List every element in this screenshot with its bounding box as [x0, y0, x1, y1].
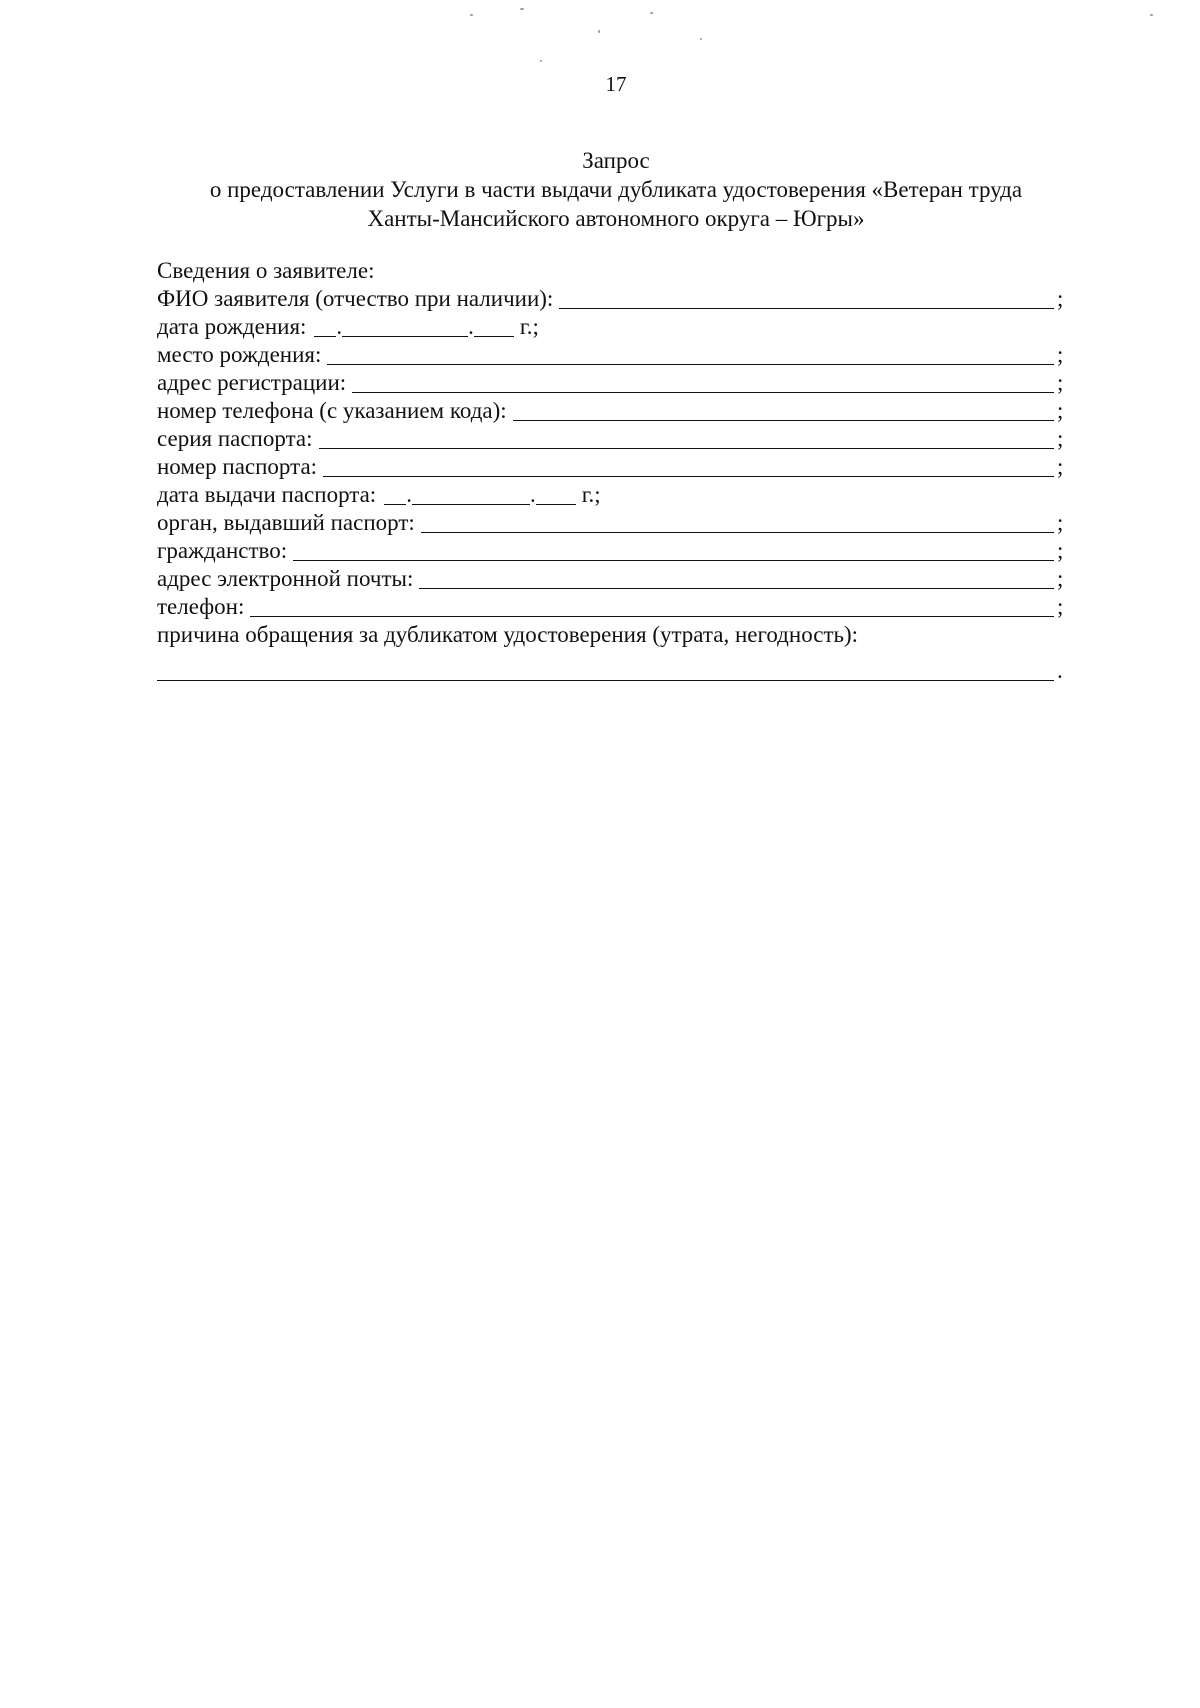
- citizenship-semicolon: ;: [1057, 538, 1064, 563]
- phone-code-semicolon: ;: [1057, 398, 1064, 423]
- birth-date-dot-2: .: [468, 314, 474, 339]
- section-title-row: [157, 256, 1067, 284]
- applicant-form: [157, 256, 1067, 684]
- reg-address-row: [157, 368, 1067, 396]
- phone-code-label: номер телефона (с указанием кода):: [157, 398, 507, 423]
- birth-date-dot-1: .: [336, 314, 343, 339]
- reason-fill-row: [157, 648, 1067, 684]
- passport-date-dot-1: .: [406, 482, 412, 507]
- passport-series-semicolon: ;: [1057, 426, 1064, 451]
- passport-year-suffix: г.;: [581, 482, 601, 507]
- reg-address-field[interactable]: [352, 374, 1054, 393]
- birth-year-field[interactable]: [474, 318, 514, 337]
- reg-address-semicolon: ;: [1057, 370, 1064, 395]
- phone-code-field[interactable]: [513, 402, 1054, 421]
- phone-code-row: [157, 396, 1067, 424]
- passport-series-label: серия паспорта:: [157, 426, 313, 451]
- birth-month-field[interactable]: [342, 318, 468, 337]
- passport-number-field[interactable]: [323, 458, 1054, 477]
- fio-semicolon: ;: [1057, 286, 1064, 311]
- birth-date-row: [157, 312, 1067, 340]
- scan-speck: [700, 38, 702, 40]
- passport-date-label: дата выдачи паспорта:: [157, 482, 377, 507]
- heading-subtitle-line2: Ханты-Мансийского автономного округа – Югры»: [367, 206, 865, 231]
- email-field[interactable]: [419, 570, 1054, 589]
- issuer-field[interactable]: [421, 514, 1054, 533]
- citizenship-field[interactable]: [293, 542, 1054, 561]
- reason-period: .: [1057, 658, 1063, 683]
- passport-number-label: номер паспорта:: [157, 454, 318, 479]
- scan-speck: [598, 30, 600, 33]
- email-label: адрес электронной почты:: [157, 566, 414, 591]
- email-row: [157, 564, 1067, 592]
- birth-year-suffix: г.;: [519, 314, 539, 339]
- birth-day-field[interactable]: [314, 318, 336, 337]
- email-semicolon: ;: [1057, 566, 1064, 591]
- passport-date-row: [157, 480, 1067, 508]
- heading-subtitle-line1: о предоставлении Услуги в части выдачи дубликата удостоверения «Ветеран труда: [209, 177, 1023, 202]
- passport-series-field[interactable]: [319, 430, 1055, 449]
- reason-field[interactable]: [157, 662, 1054, 681]
- phone-field[interactable]: [250, 598, 1054, 617]
- heading-title: Запрос: [582, 148, 650, 173]
- reason-label: причина обращения за дубликатом удостоверения (утрата, негодность):: [157, 622, 859, 647]
- passport-number-row: [157, 452, 1067, 480]
- passport-year-field[interactable]: [536, 486, 576, 505]
- passport-date-dot-2: .: [529, 482, 536, 507]
- scan-speck: [520, 8, 524, 10]
- fio-label: ФИО заявителя (отчество при наличии):: [157, 286, 554, 311]
- phone-semicolon: ;: [1057, 594, 1064, 619]
- document-heading: [150, 146, 1082, 233]
- page-number: 17: [605, 72, 627, 96]
- phone-label: телефон:: [157, 594, 245, 619]
- issuer-label: орган, выдавший паспорт:: [157, 510, 415, 535]
- fio-row: [157, 284, 1067, 312]
- birth-place-field[interactable]: [327, 346, 1054, 365]
- citizenship-row: [157, 536, 1067, 564]
- scan-speck: [470, 14, 473, 16]
- issuer-semicolon: ;: [1057, 510, 1064, 535]
- phone-row: [157, 592, 1067, 620]
- scan-speck: [1150, 14, 1153, 16]
- passport-month-field[interactable]: [412, 486, 530, 505]
- section-title: Сведения о заявителе:: [157, 258, 375, 283]
- scan-speck: [650, 12, 653, 14]
- birth-date-label: дата рождения:: [157, 314, 307, 339]
- citizenship-label: гражданство:: [157, 538, 288, 563]
- birth-place-semicolon: ;: [1057, 342, 1064, 367]
- fio-field[interactable]: [559, 290, 1054, 309]
- birth-place-row: [157, 340, 1067, 368]
- reg-address-label: адрес регистрации:: [157, 370, 347, 395]
- scan-speck: [540, 60, 542, 62]
- birth-place-label: место рождения:: [157, 342, 322, 367]
- reason-row: [157, 620, 1067, 648]
- issuer-row: [157, 508, 1067, 536]
- passport-day-field[interactable]: [384, 486, 406, 505]
- passport-series-row: [157, 424, 1067, 452]
- passport-number-semicolon: ;: [1057, 454, 1064, 479]
